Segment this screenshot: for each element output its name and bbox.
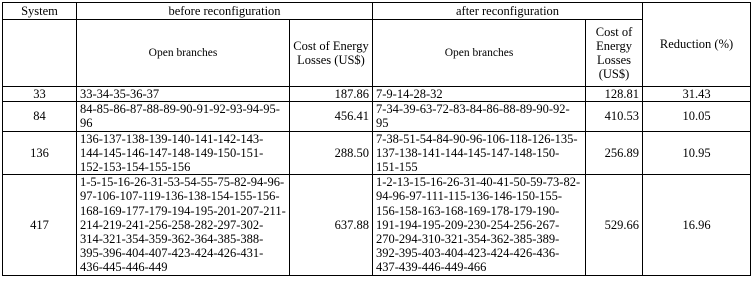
row-after-branches: 7-9-14-28-32 bbox=[373, 87, 586, 102]
header-before: before reconfiguration bbox=[77, 3, 373, 20]
header-system: System bbox=[3, 3, 77, 20]
table-row bbox=[3, 131, 751, 175]
row-system: 33 bbox=[3, 87, 77, 102]
row-after-cost: 128.81 bbox=[586, 87, 643, 102]
row-after-cost: 410.53 bbox=[586, 102, 643, 131]
header-after-open-branches: Open branches bbox=[373, 20, 586, 87]
row-after-cost: 529.66 bbox=[586, 175, 643, 275]
header-after: after reconfiguration bbox=[373, 3, 643, 20]
header-reduction: Reduction (%) bbox=[643, 3, 751, 87]
row-system: 84 bbox=[3, 102, 77, 131]
row-before-cost: 456.41 bbox=[290, 102, 373, 131]
table-row bbox=[3, 102, 751, 131]
row-after-branches: 7-34-39-63-72-83-84-86-88-89-90-92-95 bbox=[373, 102, 586, 131]
row-before-branches: 84-85-86-87-88-89-90-91-92-93-94-95-96 bbox=[77, 102, 290, 131]
table-row bbox=[3, 175, 751, 275]
row-system: 136 bbox=[3, 131, 77, 175]
row-reduction: 10.95 bbox=[643, 131, 751, 175]
row-before-cost: 637.88 bbox=[290, 175, 373, 275]
row-reduction: 10.05 bbox=[643, 102, 751, 131]
row-system: 417 bbox=[3, 175, 77, 275]
row-before-branches: 33-34-35-36-37 bbox=[77, 87, 290, 102]
row-reduction: 31.43 bbox=[643, 87, 751, 102]
row-before-branches: 1-5-15-16-26-31-53-54-55-75-82-94-96-97-106-107-119-136-138-154-155-156-168-169-177-179-194-195-201-207-211-214-219-241-256-258-282-297-302-314-321-354-359-362-364-385-388-395-396-404-407-423-424-426-431-436-445-446-449 bbox=[77, 175, 290, 275]
results-table bbox=[2, 2, 751, 276]
row-after-cost: 256.89 bbox=[586, 131, 643, 175]
row-after-branches: 1-2-13-15-16-26-31-40-41-50-59-73-82-94-96-97-111-115-136-146-150-155-156-158-163-168-169-178-179-190-191-194-195-209-230-254-256-267-270-294-310-321-354-362-385-389-392-395-403-404-423-424-426-436-437-439-446-449-466 bbox=[373, 175, 586, 275]
row-after-branches: 7-38-51-54-84-90-96-106-118-126-135-137-138-141-144-145-147-148-150-151-155 bbox=[373, 131, 586, 175]
header-system-blank bbox=[3, 20, 77, 87]
table-row bbox=[3, 87, 751, 102]
row-before-branches: 136-137-138-139-140-141-142-143-144-145-146-147-148-149-150-151-152-153-154-155-156 bbox=[77, 131, 290, 175]
row-before-cost: 288.50 bbox=[290, 131, 373, 175]
header-before-open-branches: Open branches bbox=[77, 20, 290, 87]
header-before-cost: Cost of Energy Losses (US$) bbox=[290, 20, 373, 87]
row-reduction: 16.96 bbox=[643, 175, 751, 275]
row-before-cost: 187.86 bbox=[290, 87, 373, 102]
header-after-cost: Cost of Energy Losses (US$) bbox=[586, 20, 643, 87]
